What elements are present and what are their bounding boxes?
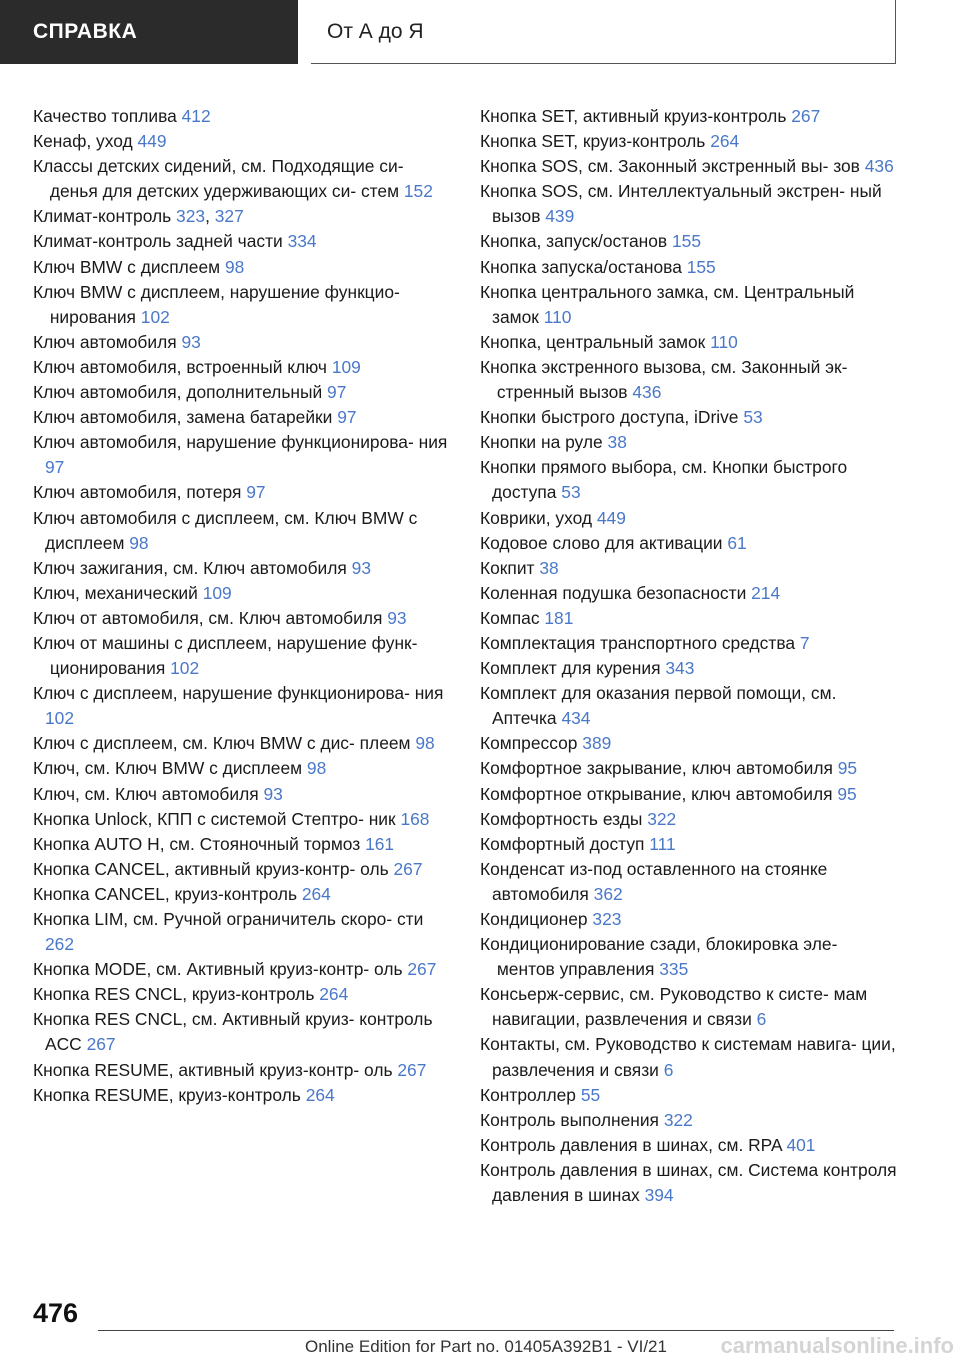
index-entry	[480, 631, 900, 656]
page-link[interactable]: 449	[137, 131, 167, 152]
index-term: Комплект для курения	[480, 658, 666, 679]
page-link[interactable]: 102	[170, 658, 200, 679]
page-link[interactable]: 102	[140, 306, 170, 327]
page-link[interactable]: 97	[45, 457, 65, 478]
index-entry	[480, 355, 900, 405]
index-term: Кнопка RES CNCL, см. Активный круиз- контроль ACC	[33, 1009, 433, 1055]
index-term: Комфортное открывание, ключ автомобиля	[480, 783, 838, 804]
index-entry	[480, 1108, 900, 1133]
index-column-left	[33, 104, 453, 1108]
page-link[interactable]: 327	[214, 206, 244, 227]
index-entry	[480, 179, 900, 229]
index-term: Контроллер	[480, 1084, 581, 1105]
page-link[interactable]: 55	[580, 1084, 601, 1105]
index-entry	[480, 129, 900, 154]
page-link[interactable]: 214	[751, 582, 781, 603]
index-term: Ключ BMW с дисплеем	[33, 256, 225, 277]
index-entry	[480, 154, 900, 179]
page-link[interactable]: 97	[246, 482, 266, 503]
footer-divider	[98, 1330, 894, 1331]
index-term: Кенаф, уход	[33, 131, 138, 152]
index-entry	[480, 832, 900, 857]
page-link[interactable]: 93	[181, 331, 201, 352]
index-entry	[33, 957, 453, 982]
index-entry	[33, 506, 453, 556]
page-link[interactable]: 439	[545, 206, 575, 227]
index-entry	[33, 631, 453, 681]
page-link[interactable]: 93	[387, 607, 407, 628]
index-term: Контроль давления в шинах, см. RPA	[480, 1134, 787, 1155]
index-term: Контакты, см. Руководство к системам навига- ции, развлечения и связи	[480, 1034, 896, 1080]
index-term: Ключ, см. Ключ автомобиля	[33, 783, 264, 804]
index-term: Ключ автомобиля	[33, 331, 182, 352]
page-link[interactable]: 6	[756, 1009, 767, 1030]
page-link[interactable]: 109	[331, 356, 361, 377]
index-term: Кнопка, центральный замок	[480, 331, 711, 352]
page-link[interactable]: 262	[45, 934, 75, 955]
chapter-title: От А до Я	[327, 19, 424, 43]
index-entry	[480, 104, 900, 129]
page-link[interactable]: 53	[561, 482, 581, 503]
index-entry	[33, 581, 453, 606]
page-link[interactable]: 322	[647, 808, 677, 829]
index-term: Комфортный доступ	[480, 833, 650, 854]
page-link[interactable]: 152	[403, 181, 433, 202]
page-link[interactable]: 322	[663, 1109, 693, 1130]
index-entry	[33, 857, 453, 882]
index-term: Кнопки прямого выбора, см. Кнопки быстрого доступа	[480, 457, 848, 503]
page-link[interactable]: 38	[539, 557, 559, 578]
index-term: Ключ от автомобиля, см. Ключ автомобиля	[33, 607, 388, 628]
index-entry	[480, 606, 900, 631]
index-entry	[480, 455, 900, 505]
index-entry	[480, 229, 900, 254]
index-term: Контроль выполнения	[480, 1109, 664, 1130]
page-link[interactable]: 102	[45, 708, 75, 729]
page-link[interactable]: 168	[400, 808, 430, 829]
page-link[interactable]: 155	[672, 231, 702, 252]
index-entry	[33, 154, 453, 204]
page-link[interactable]: 264	[319, 984, 349, 1005]
page-link[interactable]: 449	[596, 507, 626, 528]
index-entry	[33, 380, 453, 405]
index-entry	[480, 656, 900, 681]
page-link[interactable]: 323	[176, 206, 206, 227]
index-entry	[480, 807, 900, 832]
index-term: Ключ от машины с дисплеем, нарушение функ- ционирования	[33, 632, 418, 679]
index-term: Кнопка SET, круиз-контроль	[480, 131, 711, 152]
index-term: Ключ, см. Ключ BMW с дисплеем	[33, 758, 307, 779]
index-term: Кнопка AUTO H, см. Стояночный тормоз	[33, 833, 366, 854]
index-term: Комфортность езды	[480, 808, 648, 829]
index-entry	[33, 280, 453, 330]
page-link[interactable]: 362	[593, 883, 623, 904]
page-number: 476	[33, 1298, 79, 1328]
index-term: Кнопка SOS, см. Законный экстренный вы- зов	[480, 156, 865, 177]
index-entry	[480, 857, 900, 907]
index-term: Ключ автомобиля, потеря	[33, 482, 247, 503]
page-link[interactable]: 110	[543, 306, 572, 327]
page-link[interactable]: 93	[263, 783, 283, 804]
index-term: Консьерж-сервис, см. Руководство к систе- мам навигации, развлечения и связи	[480, 984, 868, 1030]
index-entry	[480, 531, 900, 556]
index-entry	[33, 556, 453, 581]
index-entry	[33, 104, 453, 129]
index-entry	[480, 506, 900, 531]
index-entry	[480, 782, 900, 807]
page-link[interactable]: 267	[86, 1034, 116, 1055]
index-entry	[480, 932, 900, 982]
index-term: Кокпит	[480, 557, 540, 578]
index-entry	[33, 1083, 453, 1108]
index-entry	[33, 731, 453, 756]
index-entry	[33, 907, 453, 957]
index-term: Комфортное закрывание, ключ автомобиля	[480, 758, 838, 779]
index-term: Ключ зажигания, см. Ключ автомобиля	[33, 557, 352, 578]
index-term: Кнопки на руле	[480, 432, 608, 453]
page-link[interactable]: 38	[607, 432, 627, 453]
index-entry	[480, 681, 900, 731]
index-term: Ключ автомобиля, встроенный ключ	[33, 356, 332, 377]
index-entry	[33, 330, 453, 355]
index-term: Кнопка MODE, см. Активный круиз-контр- оль	[33, 959, 408, 980]
index-term: Кнопка SET, активный круиз-контроль	[480, 106, 792, 126]
index-term: Кнопки быстрого доступа, iDrive	[480, 407, 744, 428]
page-link[interactable]: 161	[365, 833, 395, 854]
page-link[interactable]: 267	[407, 959, 437, 980]
index-term: Конденсат из-под оставленного на стоянке автомобиля	[480, 858, 828, 904]
page-link[interactable]: 98	[129, 532, 149, 553]
section-tab[interactable]	[0, 0, 298, 64]
index-term: Ключ BMW с дисплеем, нарушение функцио- нирования	[33, 281, 400, 327]
page-link[interactable]: 98	[224, 256, 245, 277]
index-term: Ключ автомобиля, дополнительный	[33, 382, 328, 403]
index-term: Ключ с дисплеем, см. Ключ BMW с дис- плеем	[33, 733, 416, 754]
index-term: Ключ автомобиля с дисплеем, см. Ключ BMW с дисплеем	[33, 507, 418, 553]
index-entry	[33, 756, 453, 781]
index-term: Кнопка LIM, см. Ручной ограничитель скоро- сти	[33, 909, 424, 929]
index-entry	[480, 756, 900, 781]
page-link[interactable]: 434	[561, 708, 591, 729]
index-entry	[33, 129, 453, 154]
index-entry	[33, 355, 453, 380]
page-link[interactable]: 98	[415, 733, 435, 754]
index-entry	[33, 1058, 453, 1083]
index-entry: Климат-контроль 323, 327	[33, 206, 244, 227]
index-entry	[33, 982, 453, 1007]
page-link[interactable]: 111	[649, 833, 676, 854]
index-entry	[480, 430, 900, 455]
index-term: Коленная подушка безопасности	[480, 582, 752, 603]
page-link[interactable]: 97	[327, 382, 347, 403]
index-entry	[33, 832, 453, 857]
index-term: Кнопка запуска/останова	[480, 256, 687, 277]
page-link[interactable]: 97	[337, 407, 357, 428]
index-term: Кнопка SOS, см. Интеллектуальный экстрен- ный вызов	[480, 181, 882, 227]
page-link[interactable]: 264	[301, 883, 331, 904]
index-entry	[480, 556, 900, 581]
page-link[interactable]: 323	[592, 909, 622, 929]
page-link[interactable]: 436	[864, 156, 894, 177]
page-link[interactable]: 267	[393, 858, 423, 879]
index-term: Компрессор	[480, 733, 583, 754]
edition-text: Online Edition for Part no. 01405A392B1 - VI/21	[305, 1337, 667, 1356]
index-entry	[33, 681, 453, 731]
index-term: Кондиционер	[480, 909, 593, 929]
index-entry	[480, 255, 900, 280]
section-label: СПРАВКА	[33, 20, 138, 43]
page-link[interactable]: 264	[710, 131, 740, 152]
index-entry	[33, 1007, 453, 1057]
index-term: Климат-контроль	[33, 206, 177, 227]
page-link[interactable]: 110	[710, 331, 738, 352]
index-term: Кнопка RES CNCL, круиз-контроль	[33, 984, 320, 1005]
page-link[interactable]: 401	[786, 1134, 816, 1155]
page-link[interactable]: 335	[659, 959, 689, 980]
index-term: Комплектация транспортного средства	[480, 632, 800, 653]
index-term: Компас	[480, 607, 545, 628]
index-entry	[33, 882, 453, 907]
page-link[interactable]: 6	[663, 1059, 674, 1080]
index-column-right	[480, 104, 900, 1208]
page-link[interactable]: 267	[791, 106, 821, 126]
index-term: Кнопка RESUME, активный круиз-контр- оль	[33, 1059, 398, 1080]
index-entry	[480, 731, 900, 756]
index-term: Кнопка CANCEL, активный круиз-контр- оль	[33, 858, 394, 879]
index-term: Кнопка экстренного вызова, см. Законный эк- стренный вызов	[480, 356, 848, 403]
index-term: Ключ, механический	[33, 582, 203, 603]
page-link[interactable]: 181	[544, 607, 574, 628]
page-link[interactable]: 109	[202, 582, 232, 603]
page-link[interactable]: 98	[306, 758, 327, 779]
index-term: Кодовое слово для активации	[480, 532, 728, 553]
index-term: Ключ автомобиля, замена батарейки	[33, 407, 338, 428]
index-term: Кнопка, запуск/останов	[480, 231, 673, 252]
page-link[interactable]: 343	[665, 658, 695, 679]
index-term: Кондиционирование сзади, блокировка эле- ментов управления	[480, 934, 838, 980]
index-entry	[33, 229, 453, 254]
index-entry	[480, 1083, 900, 1108]
index-term: Ключ автомобиля, нарушение функционирова- ния	[33, 432, 448, 453]
index-entry	[33, 807, 453, 832]
index-entry	[480, 982, 900, 1032]
page-link[interactable]: 7	[799, 632, 810, 653]
index-term: Ключ с дисплеем, нарушение функционирова- ния	[33, 683, 444, 704]
index-entry	[33, 255, 453, 280]
index-term: Кнопка центрального замка, см. Центральный замок	[480, 281, 855, 327]
index-entry	[480, 1133, 900, 1158]
index-term: Кнопка CANCEL, круиз-контроль	[33, 883, 302, 904]
index-entry	[33, 405, 453, 430]
index-entry	[480, 280, 900, 330]
page-link[interactable]: 412	[181, 106, 211, 126]
page-link[interactable]: 95	[837, 758, 858, 779]
index-term: Кнопка RESUME, круиз-контроль	[33, 1084, 306, 1105]
index-entry	[33, 606, 453, 631]
index-term: Коврики, уход	[480, 507, 597, 528]
index-entry	[480, 581, 900, 606]
index-entry	[480, 1158, 900, 1208]
page-link[interactable]: 334	[287, 231, 317, 252]
page-link[interactable]: 53	[743, 407, 763, 428]
index-entry	[480, 330, 900, 355]
watermark: carmanualsonline.info	[720, 1333, 954, 1358]
page-link[interactable]: 389	[582, 733, 612, 754]
page-link[interactable]: 264	[305, 1084, 335, 1105]
page-link[interactable]: 155	[686, 256, 716, 277]
index-entry	[480, 907, 900, 932]
index-term: Контроль давления в шинах, см. Система контроля давления в шинах	[480, 1159, 897, 1206]
page-link[interactable]: 93	[351, 557, 372, 578]
page-link[interactable]: 95	[837, 783, 857, 804]
index-entry	[33, 480, 453, 505]
page-link[interactable]: 61	[727, 532, 747, 553]
index-term: Климат-контроль задней части	[33, 231, 288, 252]
index-entry	[480, 405, 900, 430]
index-entry	[33, 430, 453, 480]
index-term: Классы детских сидений, см. Подходящие си- денья для детских удерживающих си- стем	[33, 156, 404, 202]
page-link[interactable]: 436	[632, 382, 662, 403]
index-term: Качество топлива	[33, 106, 182, 126]
chapter-header	[311, 0, 896, 64]
index-term: Кнопка Unlock, КПП с системой Стептро- ник	[33, 808, 401, 829]
index-term: Комплект для оказания первой помощи, см. Аптечка	[480, 683, 837, 729]
index-entry	[480, 1032, 900, 1082]
index-entry	[33, 782, 453, 807]
page-link[interactable]: 267	[397, 1059, 427, 1080]
page-link[interactable]: 394	[644, 1185, 674, 1206]
